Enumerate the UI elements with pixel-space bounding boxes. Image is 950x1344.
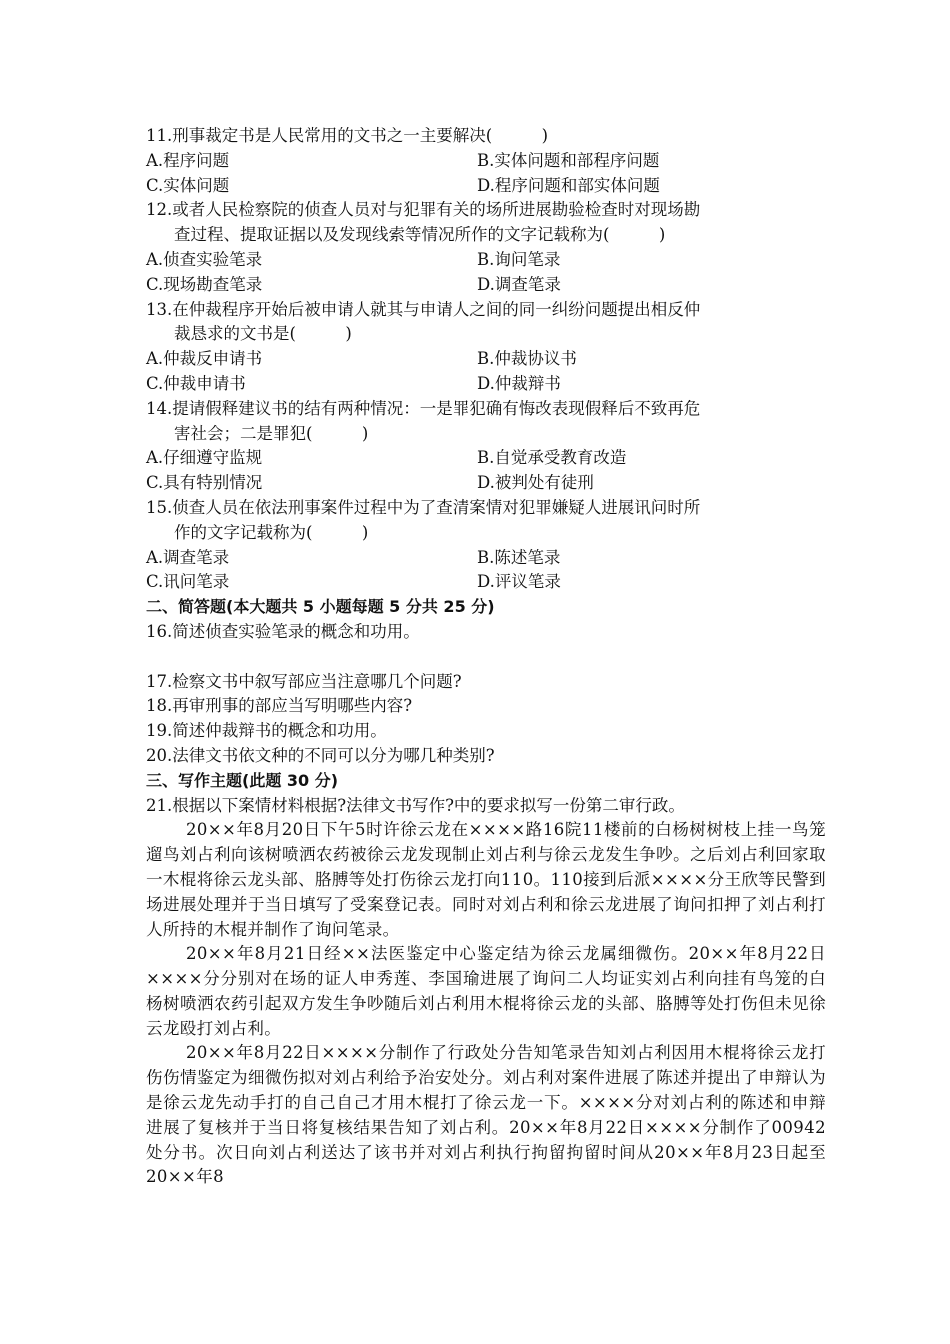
case-paragraph-1-text: 20××年8月20日下午5时许徐云龙在××××路16院11楼前的白杨树树枝上挂一鸟笼遛鸟刘占利向该树喷洒农药被徐云龙发现制止刘占利与徐云龙发生争吵。之后刘占利回家取一木棍将徐云龙头部、胳膊等处打伤徐云龙打向110。110接到后派××××分王欣等民警到场进展处理并于当日填写了受案登记表。同时对刘占利和徐云龙进展了询问扣押了刘占利打人所持的木棍并制作了询问笔录。	[146, 820, 826, 939]
options-row	[146, 372, 826, 397]
option-a: A.程序问题	[146, 150, 230, 170]
question-15	[146, 496, 826, 595]
exam-page	[146, 124, 826, 1190]
option-d: D.程序问题和部实体问题	[477, 175, 660, 195]
option-d: D.被判处有徒刑	[477, 473, 594, 493]
question-14	[146, 397, 826, 496]
section-heading-writing: 三、写作主题(此题 30 分)	[146, 770, 339, 790]
case-paragraph-2	[146, 942, 826, 1041]
option-b: B.仲裁协议书	[477, 349, 577, 369]
option-a: A.仔细遵守监规	[146, 448, 263, 468]
question-13	[146, 298, 826, 397]
question-19: 19.简述仲裁辩书的概念和功用。	[146, 721, 387, 741]
answer-space	[146, 645, 826, 670]
option-b: B.实体问题和部程序问题	[477, 150, 660, 170]
option-b: B.陈述笔录	[477, 547, 561, 567]
options-row	[146, 446, 826, 471]
section-heading-short-answer: 二、简答题(本大题共 5 小题每题 5 分共 25 分)	[146, 597, 495, 617]
options-row	[146, 471, 826, 496]
options-row	[146, 273, 826, 298]
option-c: C.具有特别情况	[146, 473, 263, 493]
option-a: A.仲裁反申请书	[146, 349, 263, 369]
option-c: C.仲裁申请书	[146, 373, 246, 393]
options-row	[146, 546, 826, 571]
option-d: D.仲裁辩书	[477, 373, 561, 393]
option-a: A.调查笔录	[146, 547, 230, 567]
option-c: C.讯问笔录	[146, 572, 230, 592]
question-21: 21.根据以下案情材料根据?法律文书写作?中的要求拟写一份第二审行政。	[146, 795, 685, 815]
option-c: C.现场勘查笔录	[146, 274, 263, 294]
question-text-continued: 裁恳求的文书是( )	[174, 324, 352, 344]
question-text: 12.或者人民检察院的侦查人员对与犯罪有关的场所进展勘验检查时对现场勘	[146, 200, 701, 220]
question-text-continued: 作的文字记载称为( )	[174, 522, 369, 542]
question-18: 18.再审刑事的部应当写明哪些内容?	[146, 696, 413, 716]
option-a: A.侦查实验笔录	[146, 249, 263, 269]
question-20: 20.法律文书依文种的不同可以分为哪几种类别?	[146, 745, 495, 765]
question-text: 15.侦查人员在依法刑事案件过程中为了查清案情对犯罪嫌疑人进展讯问时所	[146, 497, 701, 517]
option-d: D.评议笔录	[477, 572, 561, 592]
option-b: B.自觉承受教育改造	[477, 448, 627, 468]
options-row	[146, 149, 826, 174]
question-text: 11.刑事裁定书是人民常用的文书之一主要解决( )	[146, 126, 549, 145]
options-row	[146, 347, 826, 372]
question-11	[146, 124, 826, 198]
question-text-continued: 查过程、提取证据以及发现线索等情况所作的文字记载称为( )	[174, 225, 666, 245]
case-paragraph-3	[146, 1041, 826, 1190]
options-row	[146, 248, 826, 273]
options-row	[146, 174, 826, 199]
option-c: C.实体问题	[146, 175, 230, 195]
question-text: 13.在仲裁程序开始后被申请人就其与申请人之间的同一纠纷问题提出相反仲	[146, 299, 701, 319]
case-paragraph-1	[146, 818, 826, 942]
question-12	[146, 198, 826, 297]
question-text-continued: 害社会；二是罪犯( )	[174, 423, 369, 443]
option-d: D.调查笔录	[477, 274, 561, 294]
question-text: 14.提请假释建议书的结有两种情况：一是罪犯确有悔改表现假释后不致再危	[146, 398, 701, 418]
question-16: 16.简述侦查实验笔录的概念和功用。	[146, 621, 420, 641]
options-row	[146, 570, 826, 595]
question-17: 17.检察文书中叙写部应当注意哪几个问题?	[146, 671, 462, 691]
case-paragraph-3-text: 20××年8月22日××××分制作了行政处分告知笔录告知刘占利因用木棍将徐云龙打伤伤情鉴定为细微伤拟对刘占利给予治安处分。刘占利对案件进展了陈述并提出了申辩认为是徐云龙先动手打的自己自己才用木棍打了徐云龙一下。××××分对刘占利的陈述和申辩进展了复核并于当日将复核结果告知了刘占利。20××年8月22日××××分制作了00942处分书。次日向刘占利送达了该书并对刘占利执行拘留拘留时间从20××年8月23日起至20××年8	[146, 1043, 826, 1187]
option-b: B.询问笔录	[477, 249, 561, 269]
case-paragraph-2-text: 20××年8月21日经××法医鉴定中心鉴定结为徐云龙属细微伤。20××年8月22日××××分分别对在场的证人申秀莲、李国瑜进展了询问二人均证实刘占利向挂有鸟笼的白杨树喷洒农药引起双方发生争吵随后刘占利用木棍将徐云龙的头部、胳膊等处打伤但未见徐云龙殴打刘占利。	[146, 944, 826, 1038]
